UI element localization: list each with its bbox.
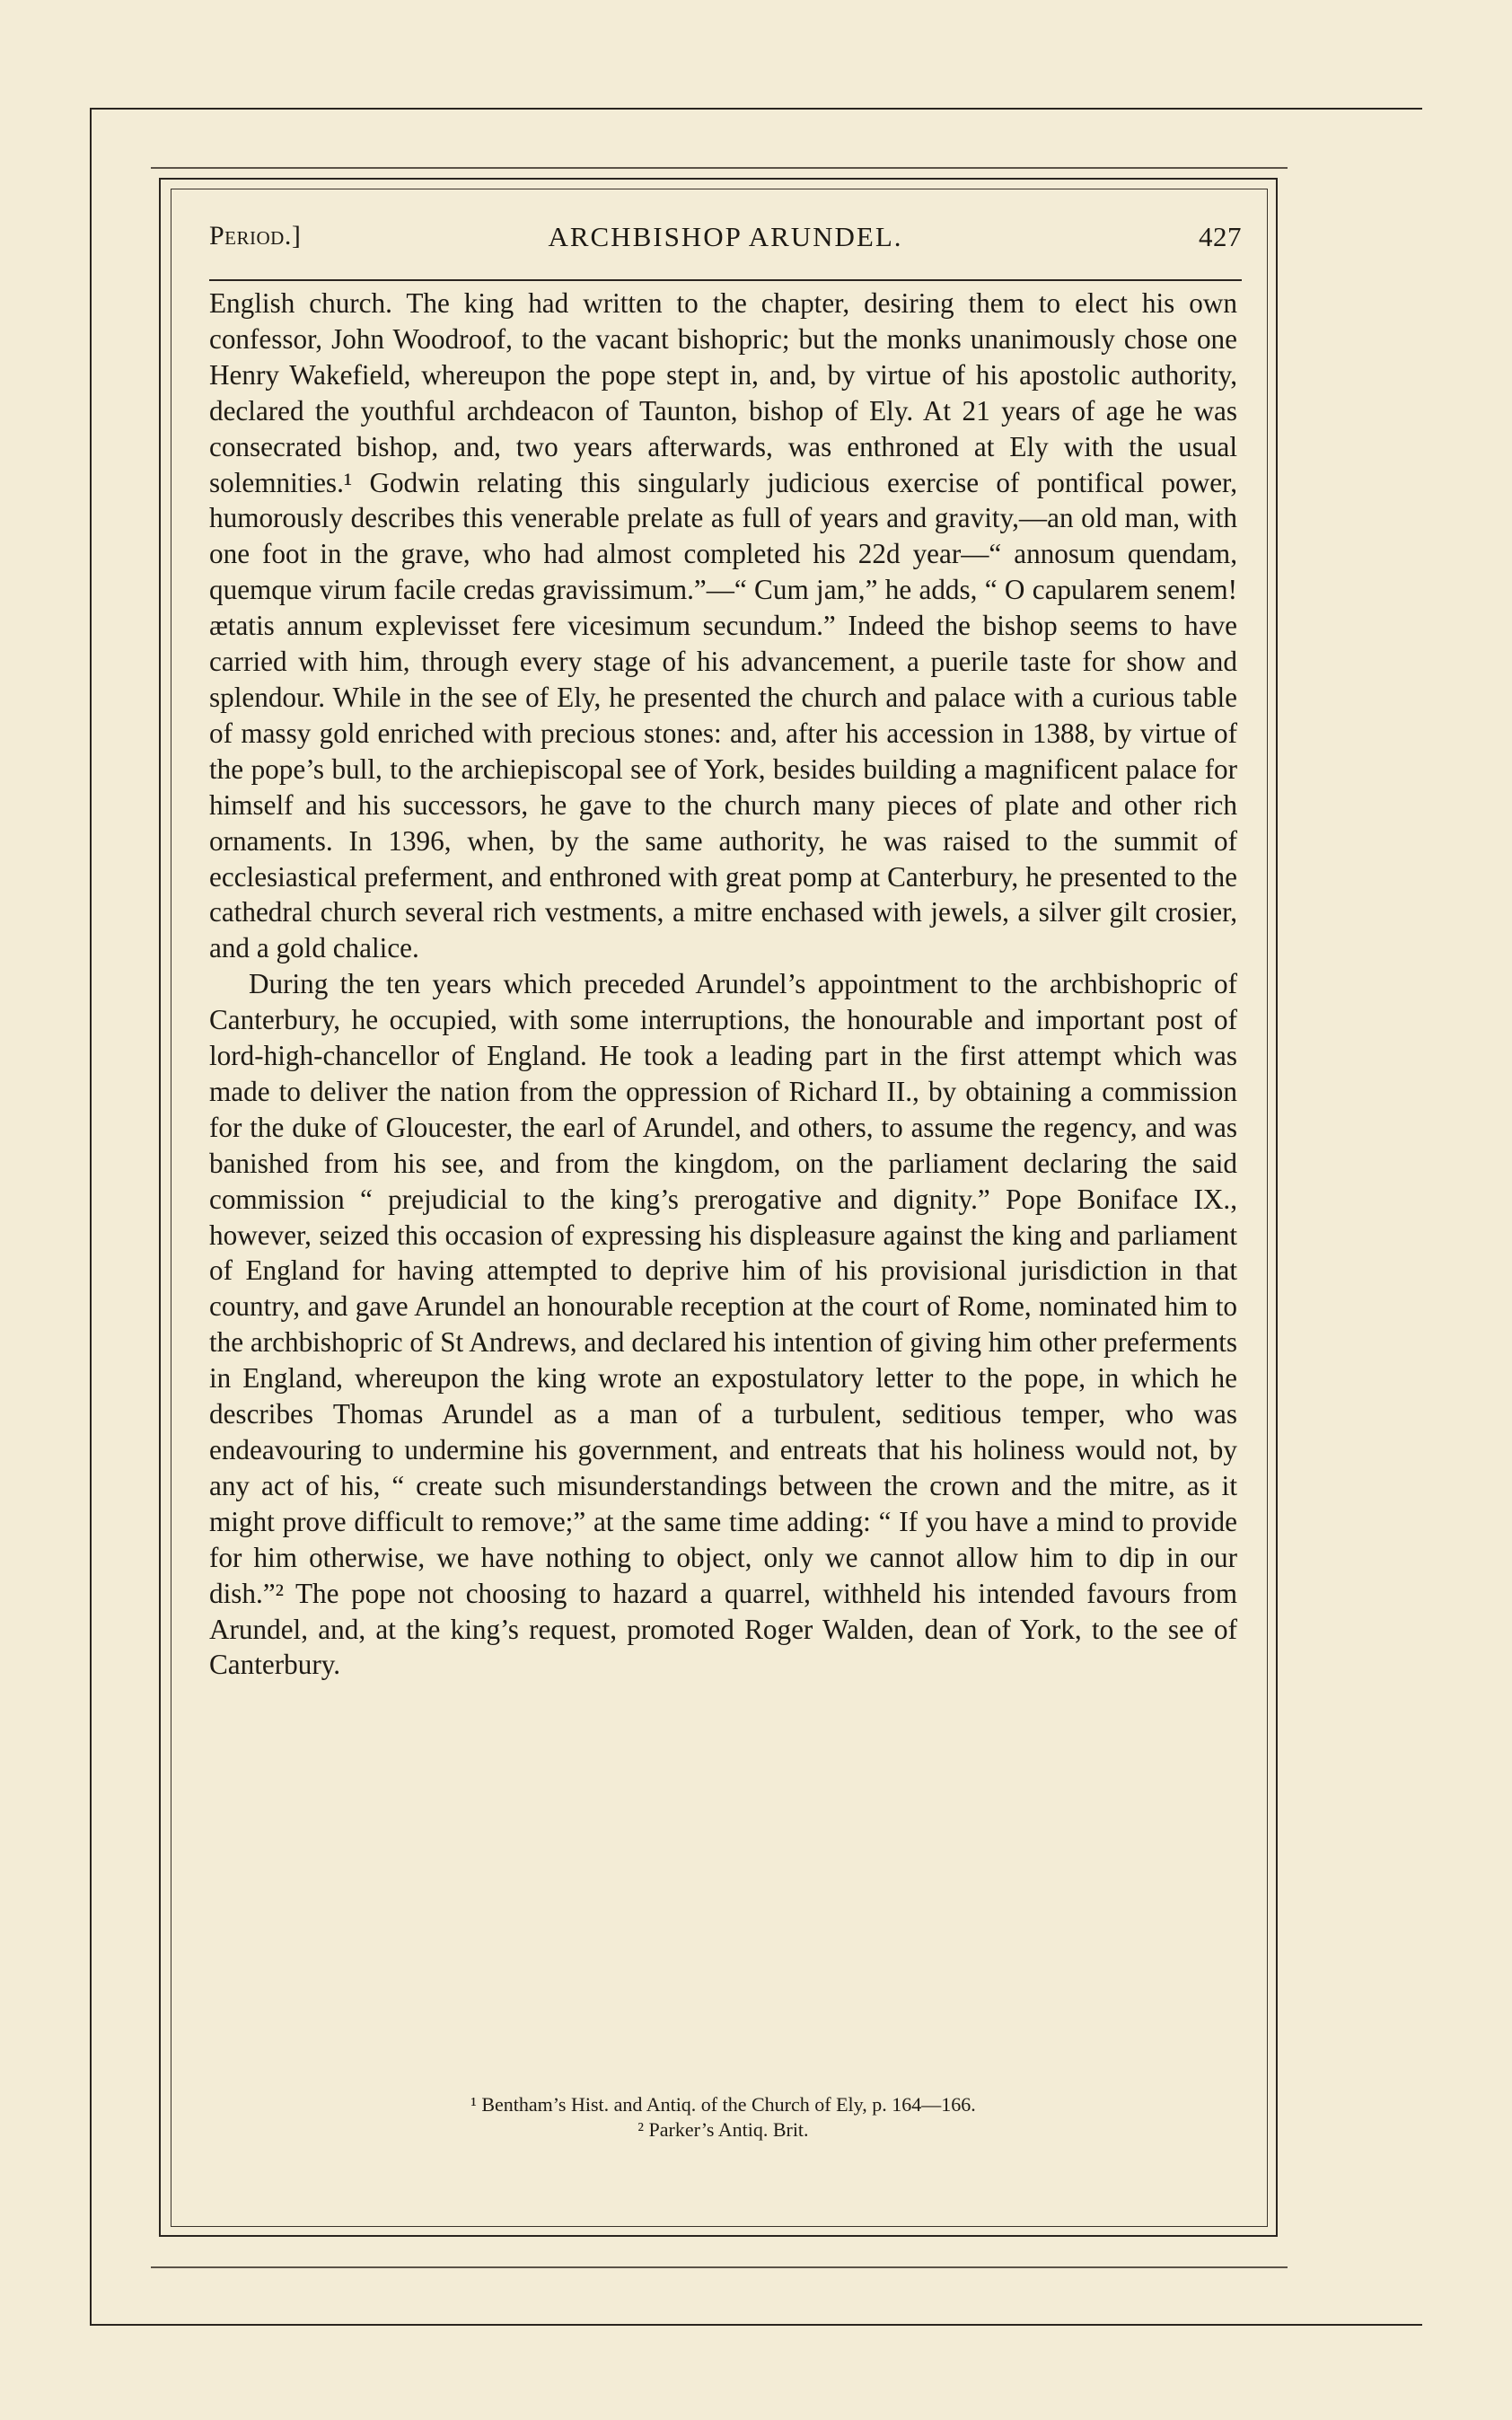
frame-top-rule: [151, 167, 1288, 169]
header-rule: [209, 279, 1242, 281]
footnote-2: ² Parker’s Antiq. Brit.: [637, 2118, 809, 2141]
frame-bottom-rule: [151, 2266, 1288, 2268]
header-title: ARCHBISHOP ARUNDEL.: [548, 221, 903, 252]
body-text: [209, 286, 1237, 1683]
plate-top-rule: [90, 108, 1422, 110]
footnotes: [209, 2092, 1237, 2143]
footnote-1: ¹ Bentham’s Hist. and Antiq. of the Church of Ely, p. 164—166.: [470, 2093, 976, 2116]
header-period: Period.]: [209, 221, 302, 251]
paragraph-2: During the ten years which preceded Arundel’s appointment to the archbishopric of Canterbury, he occupied, with some interruptions, the honourable and important post of lord-high-chancellor of England. He took a leading part in the first attempt which was made to deliver the nation from the oppression of Richard II., by obtaining a commission for the duke of Gloucester, the earl of Arundel, and others, to assume the regency, and was banished from his see, and from the kingdom, on the parliament declaring the said commission “ prejudicial to the king’s prerogative and dignity.” Pope Boniface IX., however, seized this occasion of expressing his displeasure against the king and parliament of England for having attempted to deprive him of his provisional jurisdiction in that country, and gave Arundel an honourable reception at the court of Rome, nominated him to the archbishopric of St Andrews, and declared his intention of giving him other preferments in England, whereupon the king wrote an expostulatory letter to the pope, in which he describes Thomas Arundel as a man of a turbulent, seditious temper, who was endeavouring to undermine his government, and entreats that his holiness would not, by any act of his, “ create such misunderstandings between the crown and the mitre, as it might prove difficult to remove;” at the same time adding: “ If you have a mind to provide for him otherwise, we have nothing to object, only we cannot allow him to dip in our dish.”² The pope not choosing to hazard a quarrel, withheld his intended favours from Arundel, and, at the king’s request, promoted Roger Walden, dean of York, to the see of Canterbury.: [209, 968, 1237, 1681]
plate-bottom-rule: [90, 2324, 1422, 2326]
page-number: 427: [1199, 221, 1242, 252]
running-header: [209, 221, 1242, 266]
paragraph-1: English church. The king had written to the chapter, desiring them to elect his own confessor, John Woodroof, to the vacant bishopric; but the monks unanimously chose one Henry Wakefield, whereupon the pope stept in, and, by virtue of his apostolic authority, declared the youthful archdeacon of Taunton, bishop of Ely. At 21 years of age he was consecrated bishop, and, two years afterwards, was enthroned at Ely with the usual solemnities.¹ Godwin relating this singularly judicious exercise of pontifical power, humorously describes this venerable prelate as full of years and gravity,—an old man, with one foot in the grave, who had almost completed his 22d year—“ annosum quendam, quemque virum facile credas gravissimum.”—“ Cum jam,” he adds, “ O capularem senem! ætatis annum explevisset fere vicesimum secundum.” Indeed the bishop seems to have carried with him, through every stage of his advancement, a puerile taste for show and splendour. While in the see of Ely, he presented the church and palace with a curious table of massy gold enriched with precious stones: and, after his accession in 1388, by virtue of the pope’s bull, to the archiepiscopal see of York, besides building a magnificent palace for himself and his successors, he gave to the church many pieces of plate and other rich ornaments. In 1396, when, by the same authority, he was raised to the summit of ecclesiastical preferment, and enthroned with great pomp at Canterbury, he presented to the cathedral church several rich vestments, a mitre enchased with jewels, a silver gilt crosier, and a gold chalice.: [209, 287, 1237, 964]
plate-left-rule: [90, 108, 92, 2326]
